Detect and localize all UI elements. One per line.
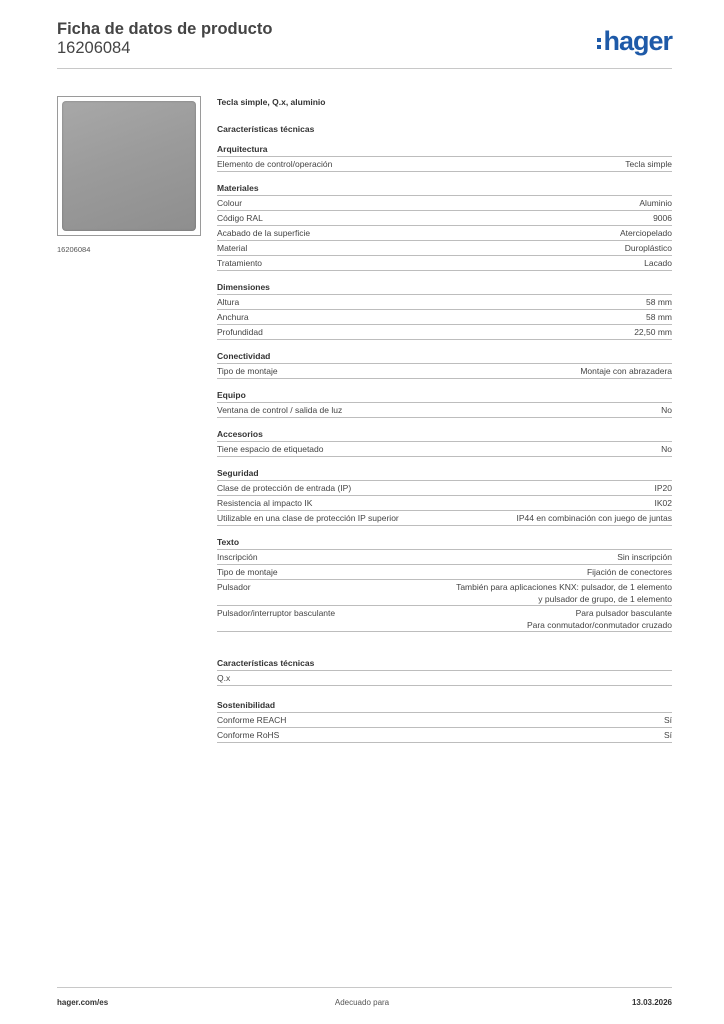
footer-date: 13.03.2026 xyxy=(631,998,672,1007)
spec-label: Colour xyxy=(217,198,243,208)
section-title: Conectividad xyxy=(217,350,672,364)
section-title: Sostenibilidad xyxy=(217,699,672,713)
logo-text: hager xyxy=(603,26,672,56)
spec-row xyxy=(217,295,672,310)
logo-dots-icon xyxy=(597,38,601,49)
spec-label: Pulsador/interruptor basculante xyxy=(217,608,336,618)
section-title: Accesorios xyxy=(217,428,672,442)
section-title: Texto xyxy=(217,536,672,550)
main-heading: Características técnicas xyxy=(217,124,315,134)
section-title: Características técnicas xyxy=(217,657,672,671)
spec-row xyxy=(217,364,672,379)
spec-label: Resistencia al impacto IK xyxy=(217,498,313,508)
image-caption: 16206084 xyxy=(57,245,91,254)
spec-row xyxy=(217,157,672,172)
spec-value: 9006 xyxy=(653,213,672,223)
spec-row xyxy=(217,728,672,743)
spec-row xyxy=(217,442,672,457)
spec-label: Utilizable en una clase de protección IP superior xyxy=(217,513,399,523)
spec-value: Sin inscripción xyxy=(617,552,672,562)
spec-value: 22,50 mm xyxy=(634,327,672,337)
spec-row xyxy=(217,403,672,418)
footer-divider xyxy=(57,987,672,988)
spec-row xyxy=(217,671,672,686)
spec-row xyxy=(217,211,672,226)
spec-value: Duroplástico xyxy=(624,243,672,253)
spec-value: Lacado xyxy=(644,258,672,268)
spec-label: Acabado de la superficie xyxy=(217,228,311,238)
spec-label: Clase de protección de entrada (IP) xyxy=(217,483,352,493)
spec-value: No xyxy=(661,405,672,415)
spec-label: Conforme RoHS xyxy=(217,730,280,740)
spec-value: Aluminio xyxy=(639,198,672,208)
spec-value: 58 mm xyxy=(646,312,672,322)
spec-label: Tipo de montaje xyxy=(217,366,278,376)
second-spec-block xyxy=(217,657,672,686)
sustainability-block xyxy=(217,699,672,743)
spec-value: 58 mm xyxy=(646,297,672,307)
spec-value: Para pulsador basculante Para conmutador/conmutador cruzado xyxy=(526,608,672,630)
spec-value xyxy=(230,673,672,685)
spec-label: Pulsador xyxy=(217,582,251,592)
spec-row xyxy=(217,241,672,256)
section-title: Dimensiones xyxy=(217,281,672,295)
spec-label: Código RAL xyxy=(217,213,263,223)
spec-label: Tiene espacio de etiquetado xyxy=(217,444,324,454)
spec-label: Conforme REACH xyxy=(217,715,287,725)
spec-row xyxy=(217,511,672,526)
product-number: 16206084 xyxy=(57,39,131,57)
spec-row xyxy=(217,580,672,606)
spec-label: Anchura xyxy=(217,312,249,322)
section-title: Arquitectura xyxy=(217,143,672,157)
spec-row xyxy=(217,550,672,565)
spec-row xyxy=(217,481,672,496)
spec-label: Altura xyxy=(217,297,240,307)
spec-sections xyxy=(217,143,672,632)
section-title: Materiales xyxy=(217,182,672,196)
spec-row xyxy=(217,256,672,271)
document-title: Ficha de datos de producto xyxy=(57,20,273,38)
spec-value: Aterciopelado xyxy=(620,228,672,238)
footer-center-text: Adecuado para xyxy=(334,998,390,1007)
hager-logo xyxy=(597,26,672,56)
spec-value: IK02 xyxy=(654,498,672,508)
page-header xyxy=(57,20,672,68)
spec-label: Profundidad xyxy=(217,327,263,337)
spec-value: Montaje con abrazadera xyxy=(580,366,672,376)
product-image xyxy=(57,96,201,236)
spec-row xyxy=(217,196,672,211)
spec-row xyxy=(217,565,672,580)
spec-label: Tratamiento xyxy=(217,258,263,268)
spec-label: Elemento de control/operación xyxy=(217,159,333,169)
spec-value: No xyxy=(661,444,672,454)
section-title: Seguridad xyxy=(217,467,672,481)
product-photo xyxy=(62,101,196,231)
product-name: Tecla simple, Q.x, aluminio xyxy=(217,97,326,107)
spec-label: Material xyxy=(217,243,248,253)
spec-value: IP20 xyxy=(654,483,672,493)
spec-value: Sí xyxy=(663,730,672,740)
spec-value: Sí xyxy=(663,715,672,725)
spec-value: Tecla simple xyxy=(625,159,672,169)
spec-row xyxy=(217,310,672,325)
spec-label: Tipo de montaje xyxy=(217,567,278,577)
spec-content xyxy=(217,96,672,743)
spec-label: Ventana de control / salida de luz xyxy=(217,405,343,415)
spec-value: IP44 en combinación con juego de juntas xyxy=(516,513,672,523)
spec-row xyxy=(217,325,672,340)
spec-value: Fijación de conectores xyxy=(586,567,672,577)
spec-row xyxy=(217,496,672,511)
footer-website[interactable]: hager.com/es xyxy=(57,998,109,1007)
spec-row xyxy=(217,713,672,728)
section-title: Equipo xyxy=(217,389,672,403)
spec-row xyxy=(217,606,672,632)
spec-label: Q.x xyxy=(217,673,231,683)
header-divider xyxy=(57,68,672,69)
spec-label: Inscripción xyxy=(217,552,258,562)
spec-value: También para aplicaciones KNX: pulsador, de 1 elemento y pulsador de grupo, de 1 elemento xyxy=(456,582,672,604)
spec-row xyxy=(217,226,672,241)
